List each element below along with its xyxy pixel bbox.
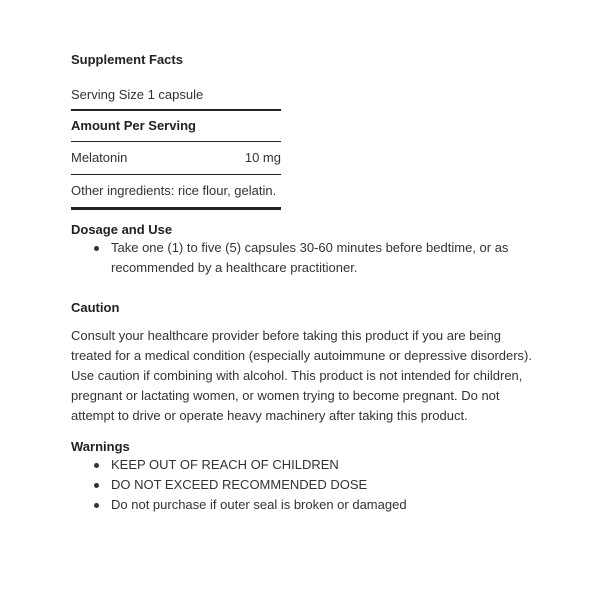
- list-item: [71, 475, 541, 495]
- warning-item-text: DO NOT EXCEED RECOMMENDED DOSE: [111, 477, 368, 492]
- bullet-icon: [94, 463, 99, 468]
- dosage-item-text: Take one (1) to five (5) capsules 30-60 minutes before bedtime, or as recommended by a healthcare practitioner.: [111, 240, 509, 275]
- warnings-title: Warnings: [71, 439, 130, 454]
- bullet-icon: [94, 246, 99, 251]
- warning-item-text: KEEP OUT OF REACH OF CHILDREN: [111, 457, 339, 472]
- list-item: [71, 455, 541, 475]
- caution-text: Consult your healthcare provider before taking this product if you are being treated for a medical condition (especially autoimmune or depressive disorders). Use caution if combining with alcohol. This product is not intended for children, pregnant or lactating women, or women trying to become pregnant. Do not attempt to drive or operate heavy machinery after taking this product.: [71, 328, 532, 423]
- list-item: [71, 495, 541, 515]
- nutrient-name: Melatonin: [71, 150, 128, 165]
- bullet-icon: [94, 503, 99, 508]
- supplement-label: [71, 52, 541, 515]
- dosage-list: [71, 238, 521, 278]
- bullet-icon: [94, 483, 99, 488]
- supplement-facts-title: Supplement Facts: [71, 52, 183, 67]
- amount-per-serving-heading: Amount Per Serving: [71, 111, 281, 142]
- caution-title: Caution: [71, 300, 120, 315]
- nutrient-amount: 10 mg: [244, 150, 281, 165]
- serving-size: Serving Size 1 capsule: [71, 87, 281, 111]
- dosage-title: Dosage and Use: [71, 222, 173, 237]
- supplement-facts-table: [71, 87, 281, 210]
- list-item: [71, 238, 521, 278]
- warnings-list: [71, 455, 541, 515]
- warning-item-text: Do not purchase if outer seal is broken or damaged: [111, 497, 407, 512]
- nutrient-row: [71, 142, 281, 175]
- other-ingredients: Other ingredients: rice flour, gelatin.: [71, 175, 281, 210]
